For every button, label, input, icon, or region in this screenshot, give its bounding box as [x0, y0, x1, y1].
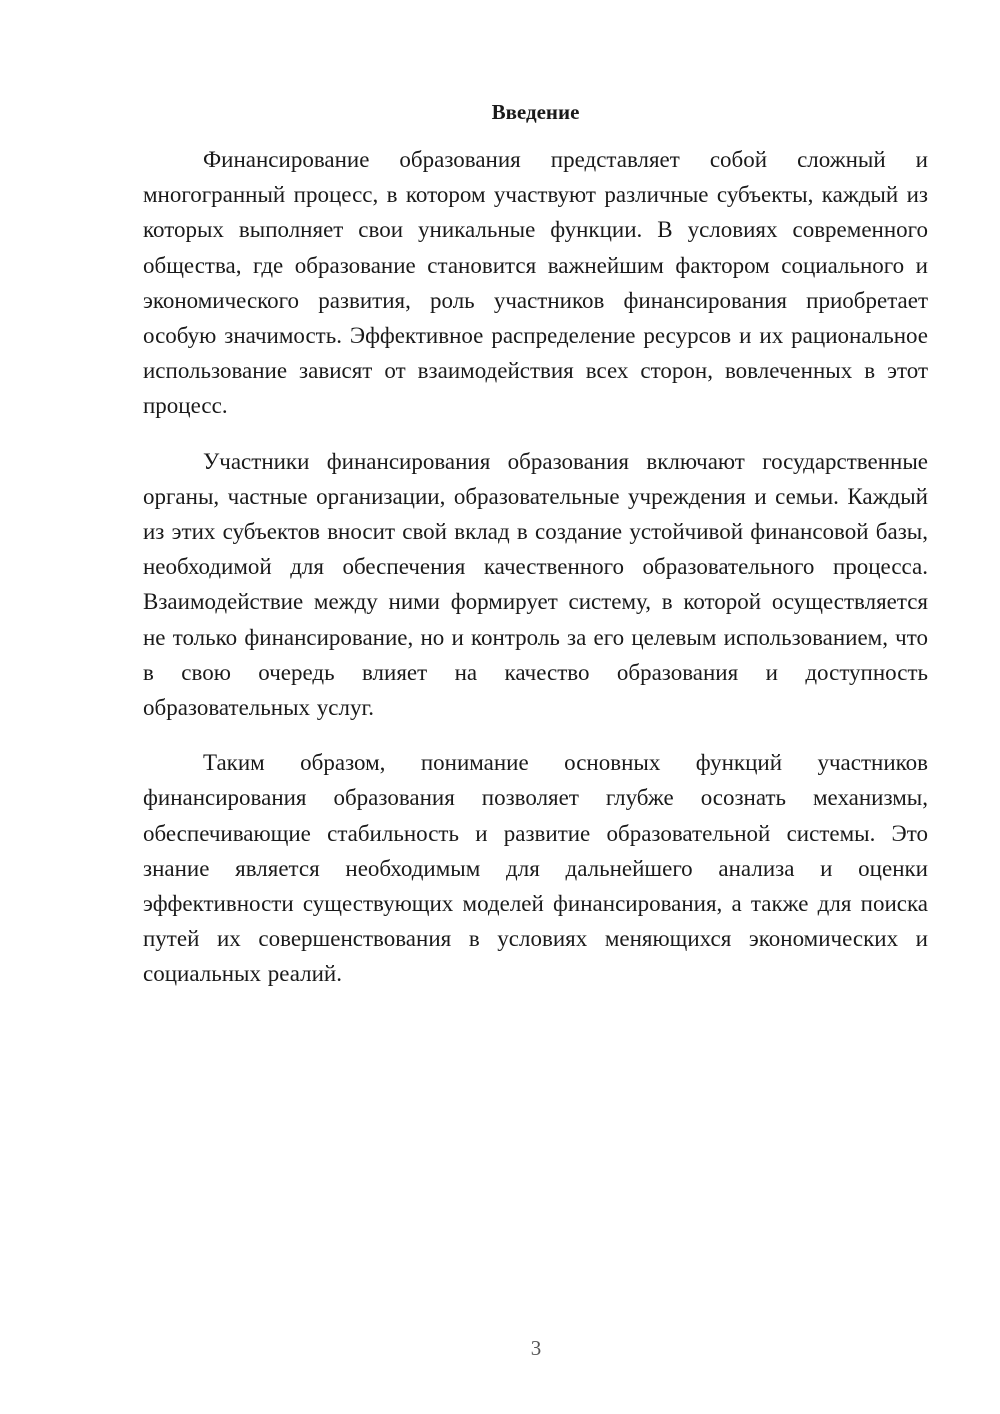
paragraph-2: Участники финансирования образования включают государственные органы, частные организации, образовательные учреждения и семьи. Каждый из этих субъектов вносит свой вклад в создание устойчивой финансовой базы, необходимой для обеспечения качественного образовательного процесса. Взаимодействие между ними формирует систему, в которой осуществляется не только финансирование, но и контроль за его целевым использованием, что в свою очередь влияет на качество образования и доступность образовательных услуг. [143, 448, 928, 721]
paragraph-1: Финансирование образования представляет собой сложный и многогранный процесс, в котором участвуют различные субъекты, каждый из которых выполняет свои уникальные функции. В условиях современного общества, где образование становится важнейшим фактором социального и экономического развития, роль участников финансирования приобретает особую значимость. Эффективное распределение ресурсов и их рациональное использование зависят от взаимодействия всех сторон, вовлеченных в этот процесс. [143, 147, 928, 419]
page-number: 3 [530, 1336, 542, 1360]
body-text [143, 142, 928, 1012]
section-heading: Введение [491, 100, 580, 124]
paragraph-3: Таким образом, понимание основных функций участников финансирования образования позволяет глубже осознать механизмы, обеспечивающие стабильность и развитие образовательной системы. Это знание является необходимым для дальнейшего анализа и оценки эффективности существующих моделей финансирования, а также для поиска путей их совершенствования в условиях меняющихся экономических и социальных реалий. [143, 750, 928, 987]
